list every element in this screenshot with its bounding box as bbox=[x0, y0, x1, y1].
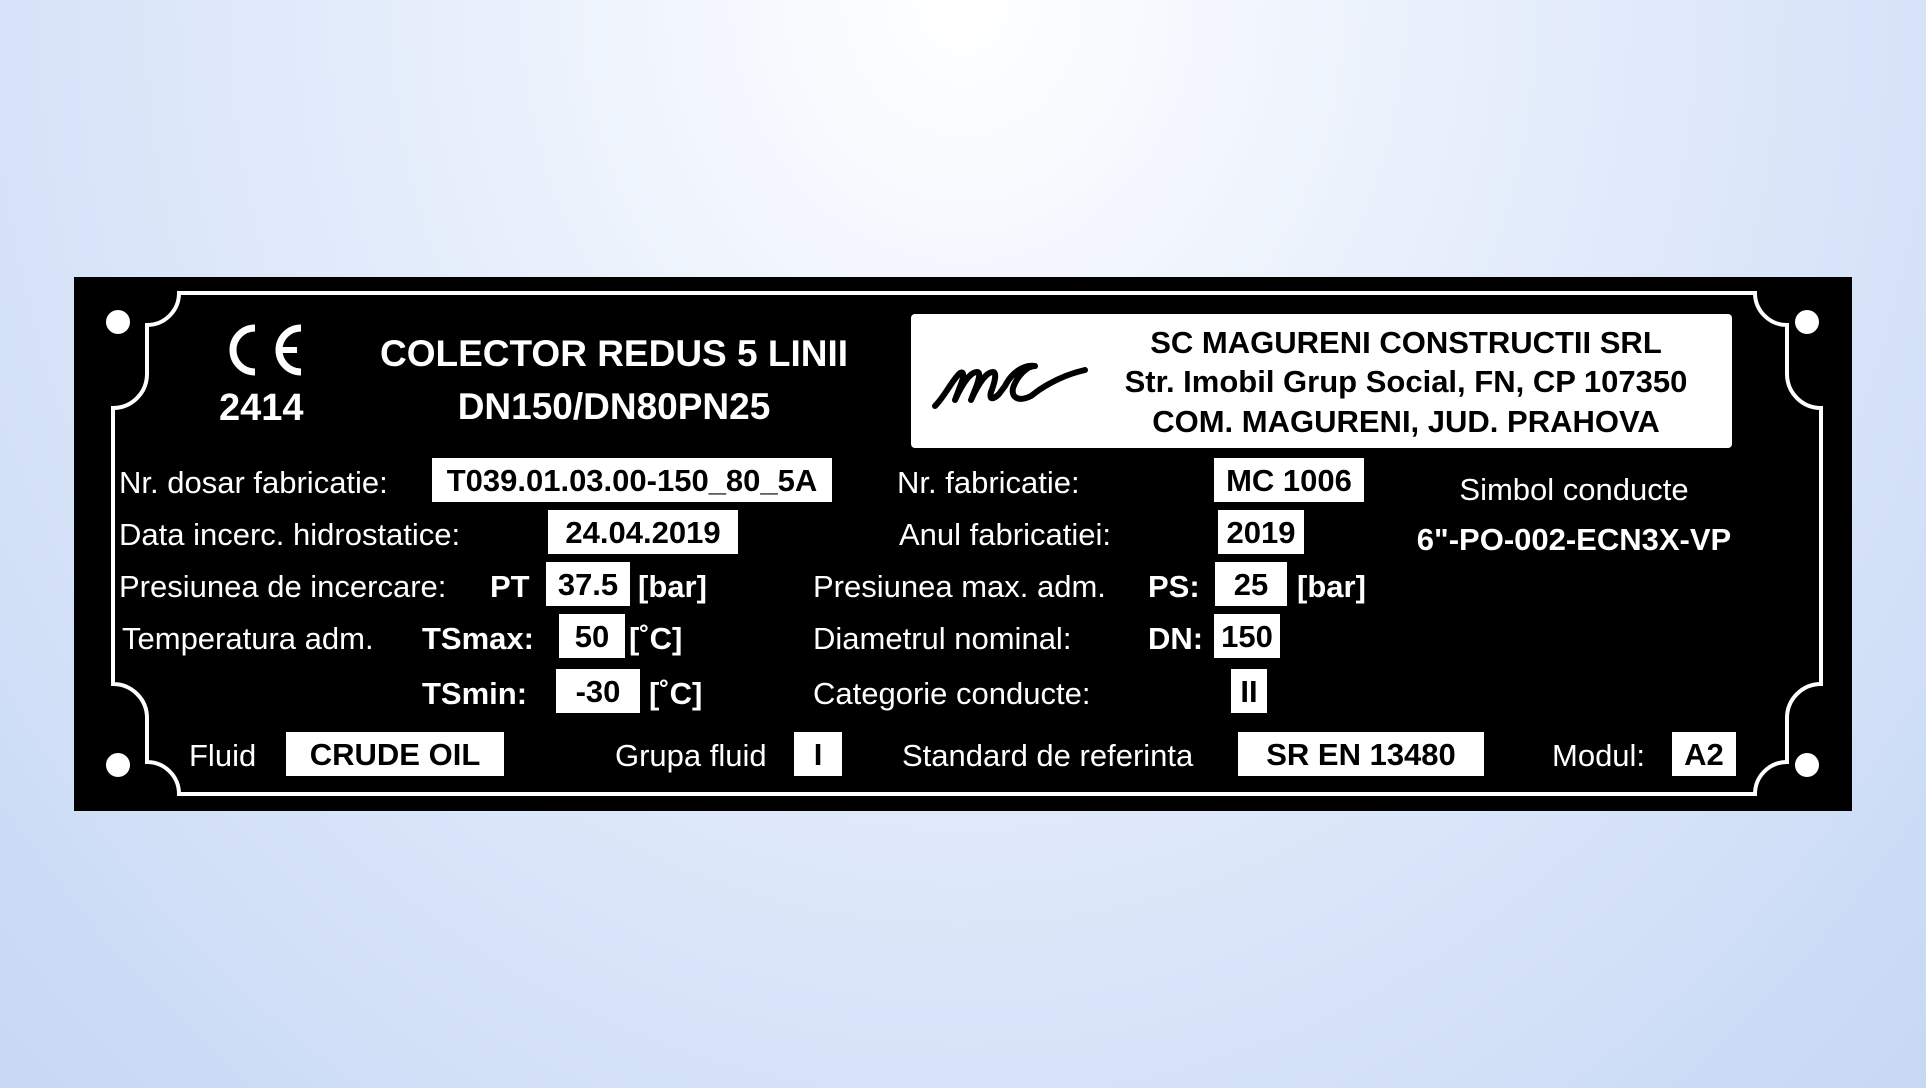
modul-value: A2 bbox=[1672, 732, 1736, 776]
pt-value: 37.5 bbox=[546, 562, 630, 606]
data-value: 24.04.2019 bbox=[548, 510, 738, 554]
tsmax-label: TSmax: bbox=[422, 621, 534, 656]
ps-label: PS: bbox=[1148, 569, 1200, 604]
grupa-label: Grupa fluid bbox=[615, 738, 767, 773]
nameplate bbox=[74, 277, 1852, 811]
categorie-label: Categorie conducte: bbox=[813, 676, 1091, 711]
standard-label: Standard de referinta bbox=[902, 738, 1194, 773]
dn-text-label: Diametrul nominal: bbox=[813, 621, 1072, 656]
product-title-line1: COLECTOR REDUS 5 LINII bbox=[379, 333, 849, 374]
pt-label: PT bbox=[490, 569, 530, 604]
tsmin-value: -30 bbox=[556, 669, 640, 713]
dosar-value: T039.01.03.00-150_80_5A bbox=[432, 458, 832, 502]
notified-body-number: 2414 bbox=[219, 387, 304, 429]
manufacturer-panel bbox=[911, 314, 1732, 448]
dosar-label: Nr. dosar fabricatie: bbox=[119, 465, 388, 500]
presiune-incercare-label: Presiunea de incercare: bbox=[119, 569, 447, 604]
dn-value: 150 bbox=[1214, 614, 1280, 658]
standard-value: SR EN 13480 bbox=[1238, 732, 1484, 776]
nr-fabricatie-value: MC 1006 bbox=[1214, 458, 1364, 502]
mounting-hole-bottom-left bbox=[106, 753, 130, 777]
ps-unit: [bar] bbox=[1297, 569, 1366, 604]
dn-label: DN: bbox=[1148, 621, 1204, 656]
nr-fabricatie-label: Nr. fabricatie: bbox=[897, 465, 1080, 500]
tsmin-label: TSmin: bbox=[422, 676, 528, 711]
modul-label: Modul: bbox=[1552, 738, 1646, 773]
tsmax-unit: [˚C] bbox=[629, 621, 683, 656]
company-logo-icon bbox=[931, 338, 1091, 418]
ps-value: 25 bbox=[1215, 562, 1287, 606]
tsmin-unit: [˚C] bbox=[649, 676, 703, 711]
simbol-value: 6"-PO-002-ECN3X-VP bbox=[1416, 522, 1732, 557]
grupa-value: I bbox=[794, 732, 842, 776]
ps-text-label: Presiunea max. adm. bbox=[813, 569, 1106, 604]
tsmax-value: 50 bbox=[559, 614, 625, 658]
mounting-hole-bottom-right bbox=[1795, 753, 1819, 777]
anul-label: Anul fabricatiei: bbox=[899, 517, 1111, 552]
pt-unit: [bar] bbox=[638, 569, 707, 604]
anul-value: 2019 bbox=[1218, 510, 1304, 554]
ce-mark-icon bbox=[219, 322, 307, 378]
mounting-hole-top-left bbox=[106, 310, 130, 334]
company-address: Str. Imobil Grup Social, FN, CP 107350 bbox=[1124, 364, 1688, 399]
fluid-value: CRUDE OIL bbox=[286, 732, 504, 776]
mounting-hole-top-right bbox=[1795, 310, 1819, 334]
company-locality: COM. MAGURENI, JUD. PRAHOVA bbox=[1152, 404, 1660, 439]
categorie-value: II bbox=[1231, 669, 1267, 713]
simbol-label: Simbol conducte bbox=[1459, 472, 1689, 507]
company-name: SC MAGURENI CONSTRUCTII SRL bbox=[1150, 325, 1662, 360]
data-label: Data incerc. hidrostatice: bbox=[119, 517, 461, 552]
temp-label: Temperatura adm. bbox=[122, 621, 374, 656]
fluid-label: Fluid bbox=[189, 738, 257, 773]
product-title-line2: DN150/DN80PN25 bbox=[457, 386, 771, 427]
